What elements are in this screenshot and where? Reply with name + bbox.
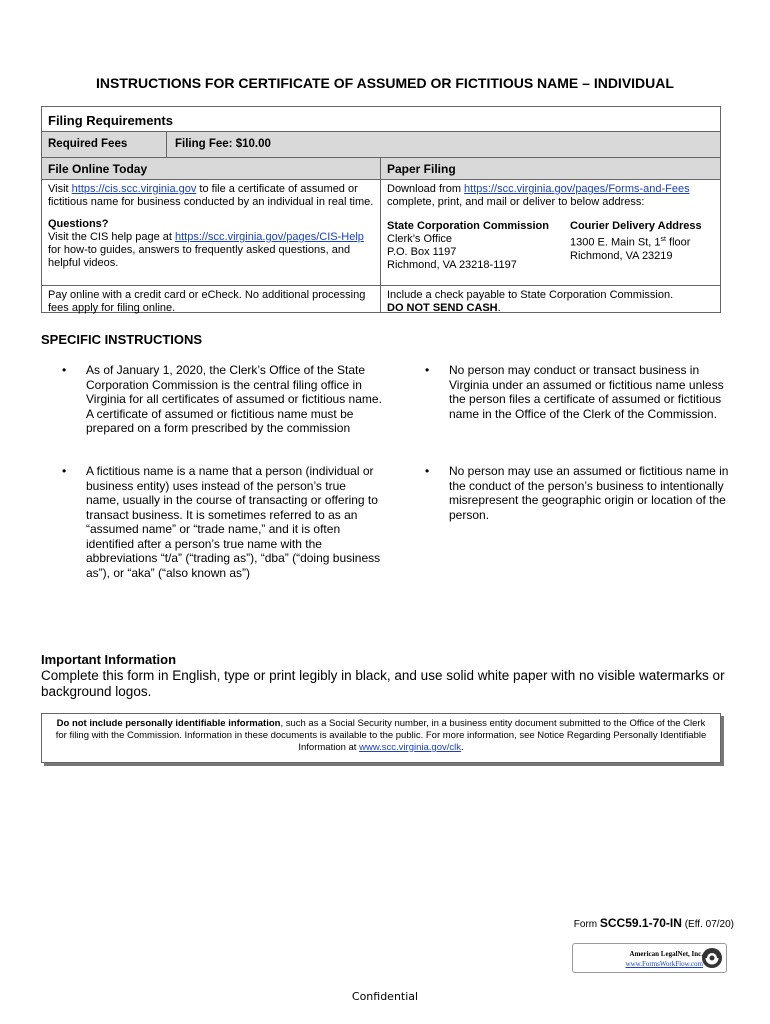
payment-row [42, 286, 720, 312]
check-payment-text: Include a check payable to State Corporation Commission. DO NOT SEND CASH. [387, 289, 674, 314]
instructions-right-list-2 [425, 464, 735, 522]
online-payment-text: Pay online with a credit card or eCheck. No additional processing fees apply for filing online. [42, 286, 381, 312]
publisher-name: American LegalNet, Inc. [629, 950, 703, 958]
instructions-right-list [425, 363, 735, 421]
publisher-badge [572, 943, 727, 973]
form-number: Form SCC59.1-70-IN (Eff. 07/20) [573, 916, 734, 930]
forms-and-fees-link[interactable]: https://scc.virginia.gov/pages/Forms-and-Fees [464, 183, 690, 195]
file-online-heading: File Online Today [42, 158, 381, 179]
visit-cis-text: Visit https://cis.scc.virginia.gov to file a certificate of assumed or fictitious name for business conducted by an individual in real time. [48, 183, 374, 208]
publisher-logo-icon [701, 947, 723, 969]
pii-notice: Do not include personally identifiable information, such as a Social Security number, in a business entity document submitted to the Office of the Clerk for filing with the Commission. Information in these documents is available to the public. For more information, see Notice Regarding Personally Identifiable Information at www.scc.virginia.gov/clk. [41, 713, 721, 763]
publisher-link[interactable]: www.FormsWorkFlow.com [625, 960, 703, 968]
specific-instructions-heading: SPECIFIC INSTRUCTIONS [41, 332, 203, 347]
download-text: Download from https://scc.virginia.gov/pages/Forms-and-Fees complete, print, and mail or deliver to below address: [387, 183, 690, 208]
filing-requirements-table [41, 106, 721, 313]
document-title: INSTRUCTIONS FOR CERTIFICATE OF ASSUMED OR FICTITIOUS NAME – INDIVIDUAL [96, 75, 674, 91]
instructions-left-list [62, 363, 382, 436]
cis-link[interactable]: https://cis.scc.virginia.gov [71, 183, 197, 195]
filing-methods-body [42, 180, 720, 286]
confidential-footer: Confidential [351, 990, 419, 1003]
instructions-left-list-2 [62, 464, 382, 580]
cis-help-link[interactable]: https://scc.virginia.gov/pages/CIS-Help [175, 231, 364, 243]
list-item: • A fictitious name is a name that a person (individual or business entity) uses instead of the person’s true name, usually in the course of transacting or offering to transact business. It is sometimes referred to as an “assumed name” or “trade name,” and it is often identified after a person’s true name with the abbreviations “t/a” (“trading as”), “dba” (“doing business as”), or “aka” (“also known as”) [62, 464, 382, 580]
no-cash-warning: DO NOT SEND CASH [387, 302, 498, 314]
help-page-text: Visit the CIS help page at https://scc.virginia.gov/pages/CIS-Help for how-to guides, answers to frequently asked questions, and helpful videos. [48, 231, 364, 269]
required-fees-label: Required Fees [42, 132, 167, 157]
important-information-heading: Important Information [41, 652, 177, 667]
mailing-address: State Corporation Commission Clerk’s Office P.O. Box 1197 Richmond, VA 23218-1197 [387, 220, 549, 271]
filing-fee-value: Filing Fee: $10.00 [175, 138, 271, 150]
important-information-text: Complete this form in English, type or print legibly in black, and use solid white paper with no visible watermarks or background logos. [41, 668, 725, 699]
filing-requirements-header: Filing Requirements [42, 107, 720, 132]
list-item: • No person may conduct or transact business in Virginia under an assumed or fictitious name unless the person files a certificate of assumed or fictitious name in the Office of the Clerk of the Commission. [425, 363, 735, 421]
file-online-details [42, 180, 381, 285]
courier-address: Courier Delivery Address 1300 E. Main St, 1st floor Richmond, VA 23219 [570, 220, 702, 262]
questions-heading: Questions? [48, 218, 109, 230]
required-fees-row [42, 132, 720, 158]
list-item: • As of January 1, 2020, the Clerk’s Office of the State Corporation Commission is the central filing office in Virginia for all certificates of assumed or fictitious name. A certificate of assumed or fictitious name must be prepared on a form prescribed by the commission [62, 363, 382, 436]
paper-filing-heading: Paper Filing [387, 162, 456, 176]
list-item: • No person may use an assumed or fictitious name in the conduct of the person’s business to intentionally misrepresent the geographic origin or location of the person. [425, 464, 735, 522]
addresses [387, 220, 714, 272]
paper-filing-details [381, 180, 720, 285]
filing-methods-header [42, 158, 720, 180]
scc-clk-link[interactable]: www.scc.virginia.gov/clk [359, 742, 461, 753]
